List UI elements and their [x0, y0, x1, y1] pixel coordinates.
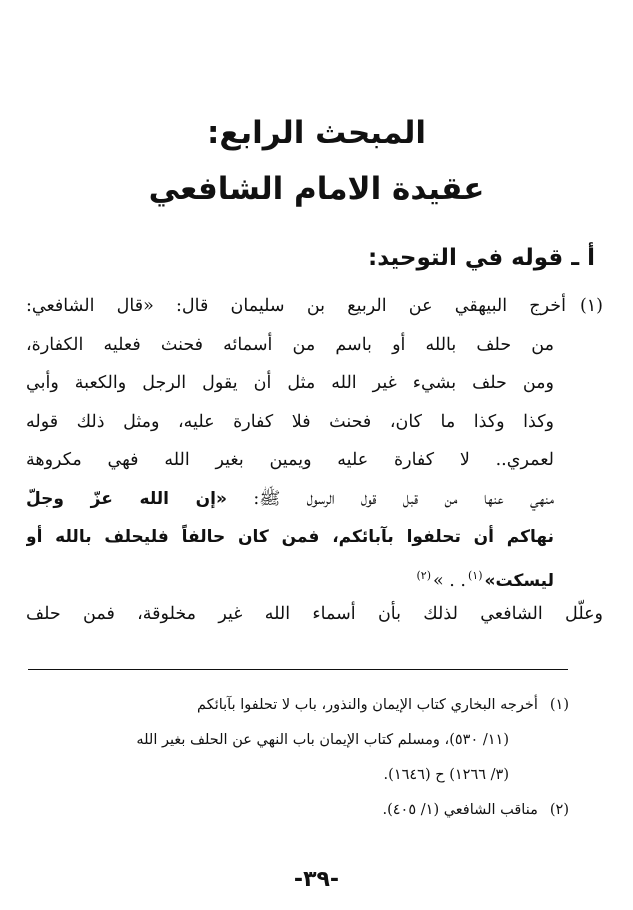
paragraph-1-line-6-text: منهي عنها من قبل قول الرسول ﷺ:	[253, 488, 554, 509]
footnote-1-line-3: (٣/ ١٢٦٦) ح (١٦٤٦).	[383, 767, 509, 783]
quote-close: . . »	[433, 570, 466, 591]
paragraph-1-line-2: من حلف بالله أو باسم من أسمائه فحنث فعليه الكفارة،	[26, 334, 554, 355]
footnote-divider	[28, 669, 568, 670]
chapter-heading	[40, 105, 593, 217]
paragraph-1-line-1-text: أخرج البيهقي عن الربيع بن سليمان قال: «قال الشافعي:	[26, 296, 566, 316]
paragraph-1-line-3: ومن حلف بشيء غير الله مثل أن يقول الرجل والكعبة وأبي	[26, 373, 554, 393]
paragraph-number: (١)	[579, 296, 603, 316]
paragraph-1-line-1	[26, 287, 603, 326]
paragraph-1-line-8	[26, 557, 603, 596]
paragraph-1-line-7: نهاكم أن تحلفوا بآبائكم، فمن كان حالفاً فليحلف بالله أو	[26, 527, 554, 547]
footnotes	[52, 688, 569, 828]
footnote-2-line-1	[52, 793, 569, 828]
heading-line-1: المبحث الرابع:	[206, 115, 427, 151]
body-text	[26, 287, 603, 634]
paragraph-1-line-6	[26, 480, 603, 519]
footnote-1-line-1	[52, 688, 569, 723]
footnote-1-line-1-text: أخرجه البخاري كتاب الإيمان والنذور، باب لا تحلفوا بآبائكم	[197, 697, 538, 713]
footnote-1-number: (١)	[549, 697, 569, 713]
footnote-2-line-1-text: مناقب الشافعي (١/ ٤٠٥).	[382, 802, 538, 818]
hadith-quote-end: ليسكت»	[484, 570, 554, 591]
footnote-1-line-2: (١١/ ٥٣٠)، ومسلم كتاب الإيمان باب النهي عن الحلف بغير الله	[136, 732, 509, 748]
footnote-ref-2: (٢)	[416, 568, 432, 582]
page-number: -٣٩-	[293, 867, 340, 892]
paragraph-1-line-4: وكذا وكذا ما كان، فحنث فلا كفارة عليه، ومثل ذلك قوله	[26, 411, 554, 432]
footnote-ref-1: (١)	[467, 568, 483, 582]
section-heading: أ ـ قوله في التوحيد:	[368, 245, 595, 271]
footnote-2-number: (٢)	[549, 802, 569, 818]
paragraph-1-line-5: لعمري.. لا كفارة عليه ويمين بغير الله فهي مكروهة	[26, 450, 554, 470]
hadith-quote-start: «إن الله عزّ وجلّ	[26, 488, 227, 509]
heading-line-2: عقيدة الامام الشافعي	[148, 171, 485, 207]
paragraph-2-line-1: وعلّل الشافعي لذلك بأن أسماء الله غير مخلوقة، فمن حلف	[26, 604, 603, 624]
